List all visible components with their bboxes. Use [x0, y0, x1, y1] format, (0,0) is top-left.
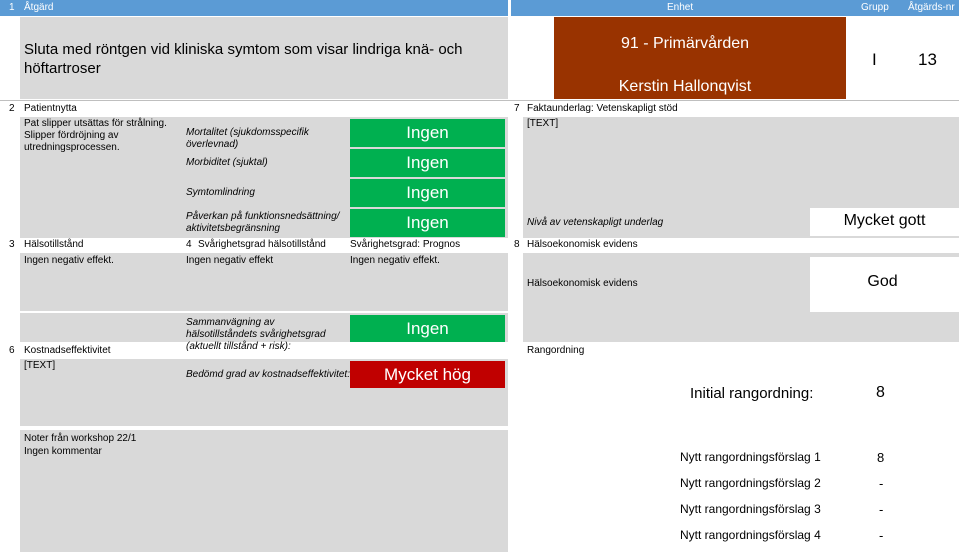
section2-label: Patientnytta: [24, 103, 77, 114]
prognos-text: Ingen negativ effekt.: [350, 255, 440, 266]
section7-label: Faktaunderlag: Vetenskapligt stöd: [527, 103, 678, 114]
unit-person: Kerstin Hallonqvist: [618, 78, 752, 95]
summary-label: Sammanvägning av hälsotillståndets svårighetsgrad (aktuellt tillstånd + risk):: [186, 317, 326, 352]
proposal-4-value: -: [879, 528, 884, 543]
patient-benefit-text: Pat slipper utsättas för strålning. Slipper fördröjning av utredningsprocessen.: [24, 118, 167, 153]
evidence-level-value: Mycket gott: [843, 212, 926, 229]
health-state-text: Ingen negativ effekt.: [24, 255, 114, 266]
header-grupp: Grupp: [861, 2, 889, 13]
section6-label: Kostnadseffektivitet: [24, 345, 111, 356]
morbiditet-value: Ingen: [350, 149, 505, 177]
section8-label: Hälsoekonomisk evidens: [527, 239, 638, 250]
severity-text: Ingen negativ effekt: [186, 255, 274, 266]
summary-value: Ingen: [350, 315, 505, 342]
header-atgards-nr: Åtgärds-nr: [908, 2, 955, 13]
notes-label: Noter från workshop 22/1: [24, 433, 137, 444]
section4-label: Svårighetsgrad hälsotillstånd: [198, 239, 326, 250]
page-title: Sluta med röntgen vid kliniska symtom som visar lindriga knä- och höftartroser: [24, 41, 463, 77]
mortalitet-label: Mortalitet (sjukdomsspecifik överlevnad): [186, 127, 309, 150]
section4-num: 4: [186, 239, 192, 250]
funktion-value: Ingen: [350, 209, 505, 237]
section7-num: 7: [514, 103, 520, 114]
header-enhet: Enhet: [667, 2, 694, 13]
morbiditet-label: Morbiditet (sjuktal): [186, 157, 268, 168]
proposal-1-value: 8: [877, 450, 885, 465]
top-header-bar: [0, 0, 959, 16]
initial-rank-value: 8: [876, 384, 885, 401]
atgards-number: 13: [918, 50, 937, 69]
proposal-1-label: Nytt rangordningsförslag 1: [680, 450, 821, 464]
proposal-4-label: Nytt rangordningsförslag 4: [680, 528, 821, 542]
section3-num: 3: [9, 239, 15, 250]
health-divider: [20, 311, 508, 313]
notes-text: Ingen kommentar: [24, 446, 102, 457]
symtomlindring-value: Ingen: [350, 179, 505, 207]
funktion-label: Påverkan på funktionsnedsättning/ aktivitetsbegränsning: [186, 211, 340, 234]
section2-num: 2: [9, 103, 15, 114]
evidence-text: [TEXT]: [527, 118, 559, 129]
section6-num: 6: [9, 345, 15, 356]
section8-num: 8: [514, 239, 520, 250]
cost-effect-text: [TEXT]: [24, 360, 56, 371]
group-value: I: [872, 50, 877, 69]
symtomlindring-label: Symtomlindring: [186, 187, 255, 198]
cost-assess-label: Bedömd grad av kostnadseffektivitet:: [186, 369, 350, 380]
proposal-2-label: Nytt rangordningsförslag 2: [680, 476, 821, 490]
ranking-label: Rangordning: [527, 345, 585, 356]
initial-rank-label: Initial rangordning:: [690, 385, 814, 402]
mortalitet-value: Ingen: [350, 119, 505, 147]
proposal-2-value: -: [879, 476, 884, 491]
prognos-label: Svårighetsgrad: Prognos: [350, 239, 461, 250]
unit-name: 91 - Primärvården: [620, 35, 750, 52]
section3-label: Hälsotillstånd: [24, 239, 84, 250]
evidence-level-label: Nivå av vetenskapligt underlag: [527, 217, 664, 228]
header-atgard: Åtgärd: [24, 2, 54, 13]
health-econ-sub-label: Hälsoekonomisk evidens: [527, 278, 638, 289]
header-underline: [0, 100, 959, 101]
header-num-1: 1: [9, 2, 15, 13]
proposal-3-value: -: [879, 502, 884, 517]
health-econ-value: God: [867, 273, 898, 290]
proposal-3-label: Nytt rangordningsförslag 3: [680, 502, 821, 516]
cost-assess-value: Mycket hög: [350, 361, 505, 388]
